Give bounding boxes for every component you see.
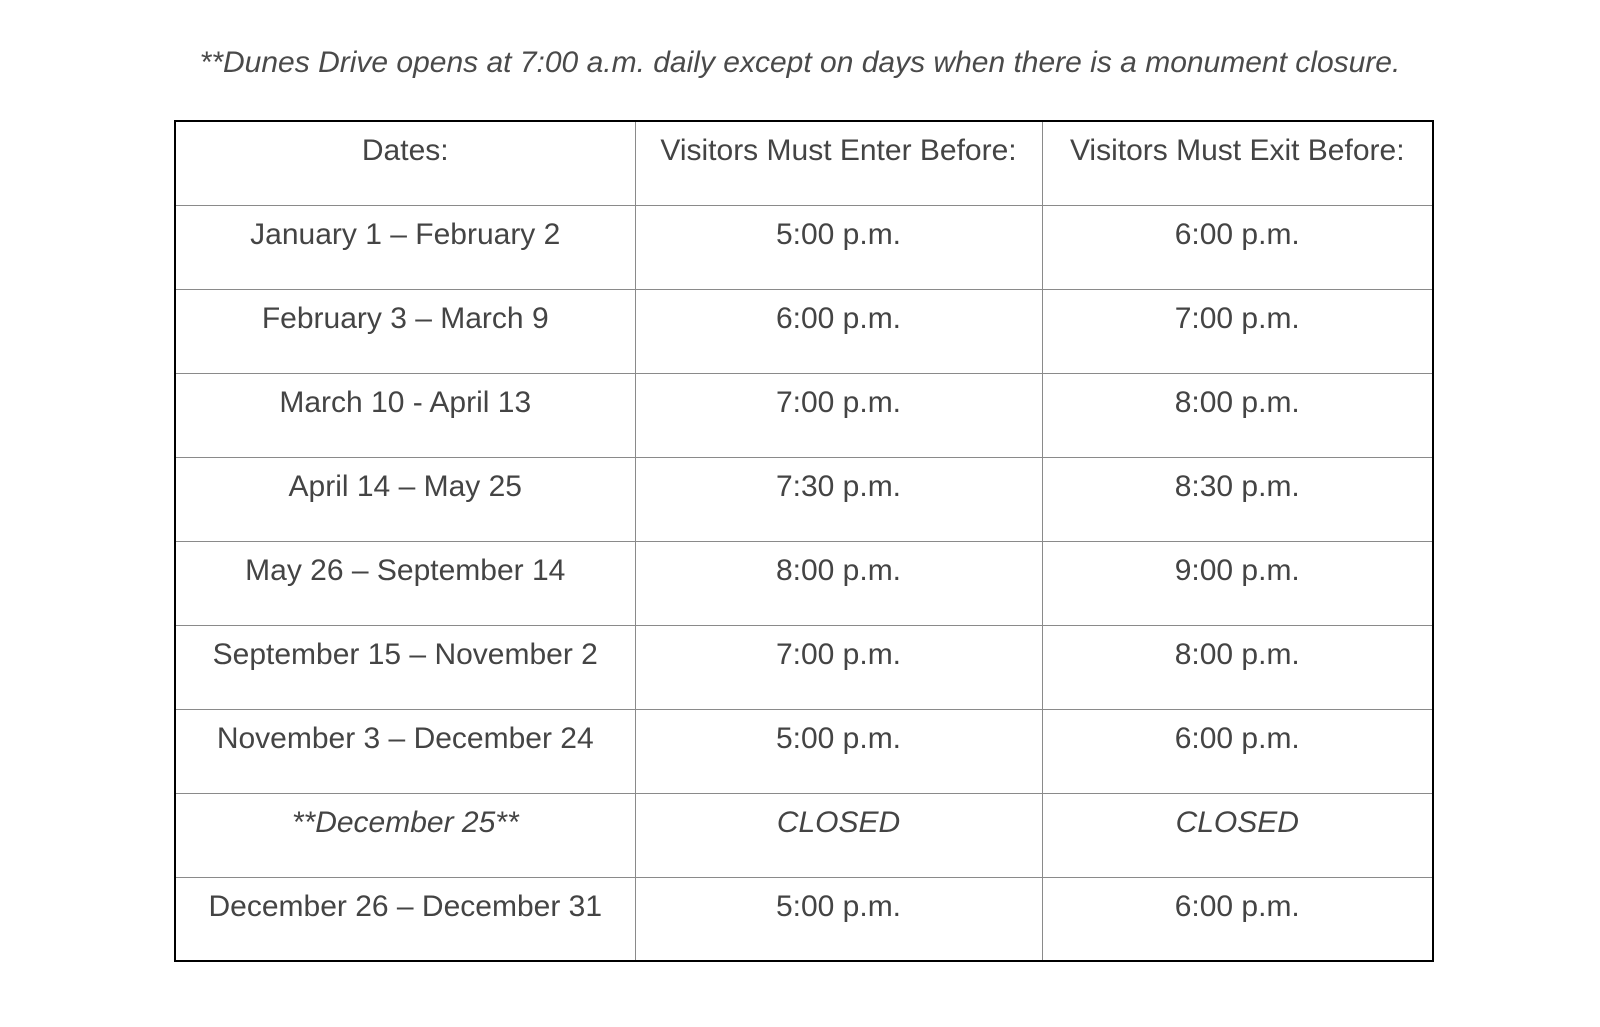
dates-cell: May 26 – September 14 <box>175 541 635 625</box>
dates-cell: February 3 – March 9 <box>175 289 635 373</box>
table-row <box>175 541 1433 625</box>
dates-cell: April 14 – May 25 <box>175 457 635 541</box>
exit-cell: 7:00 p.m. <box>1042 289 1433 373</box>
exit-cell: 8:00 p.m. <box>1042 625 1433 709</box>
enter-cell: 5:00 p.m. <box>635 877 1042 961</box>
enter-cell: 7:00 p.m. <box>635 373 1042 457</box>
table-row <box>175 373 1433 457</box>
dates-cell: November 3 – December 24 <box>175 709 635 793</box>
dates-cell: January 1 – February 2 <box>175 205 635 289</box>
dates-cell: **December 25** <box>175 793 635 877</box>
enter-cell: 5:00 p.m. <box>635 709 1042 793</box>
exit-cell: 6:00 p.m. <box>1042 709 1433 793</box>
hours-table <box>174 120 1434 962</box>
exit-cell: CLOSED <box>1042 793 1433 877</box>
dates-cell: December 26 – December 31 <box>175 877 635 961</box>
exit-cell: 8:00 p.m. <box>1042 373 1433 457</box>
header-exit-before: Visitors Must Exit Before: <box>1042 121 1433 205</box>
table-row <box>175 877 1433 961</box>
dates-cell: September 15 – November 2 <box>175 625 635 709</box>
exit-cell: 6:00 p.m. <box>1042 877 1433 961</box>
table-row <box>175 625 1433 709</box>
exit-cell: 6:00 p.m. <box>1042 205 1433 289</box>
exit-cell: 8:30 p.m. <box>1042 457 1433 541</box>
exit-cell: 9:00 p.m. <box>1042 541 1433 625</box>
table-header-row <box>175 121 1433 205</box>
enter-cell: 7:30 p.m. <box>635 457 1042 541</box>
closure-note: **Dunes Drive opens at 7:00 a.m. daily except on days when there is a monument closure. <box>199 46 1401 79</box>
enter-cell: CLOSED <box>635 793 1042 877</box>
enter-cell: 5:00 p.m. <box>635 205 1042 289</box>
header-enter-before: Visitors Must Enter Before: <box>635 121 1042 205</box>
enter-cell: 6:00 p.m. <box>635 289 1042 373</box>
enter-cell: 8:00 p.m. <box>635 541 1042 625</box>
table-row <box>175 457 1433 541</box>
enter-cell: 7:00 p.m. <box>635 625 1042 709</box>
header-dates: Dates: <box>175 121 635 205</box>
table-row <box>175 709 1433 793</box>
table-row-closed <box>175 793 1433 877</box>
table-row <box>175 205 1433 289</box>
dates-cell: March 10 - April 13 <box>175 373 635 457</box>
table-row <box>175 289 1433 373</box>
